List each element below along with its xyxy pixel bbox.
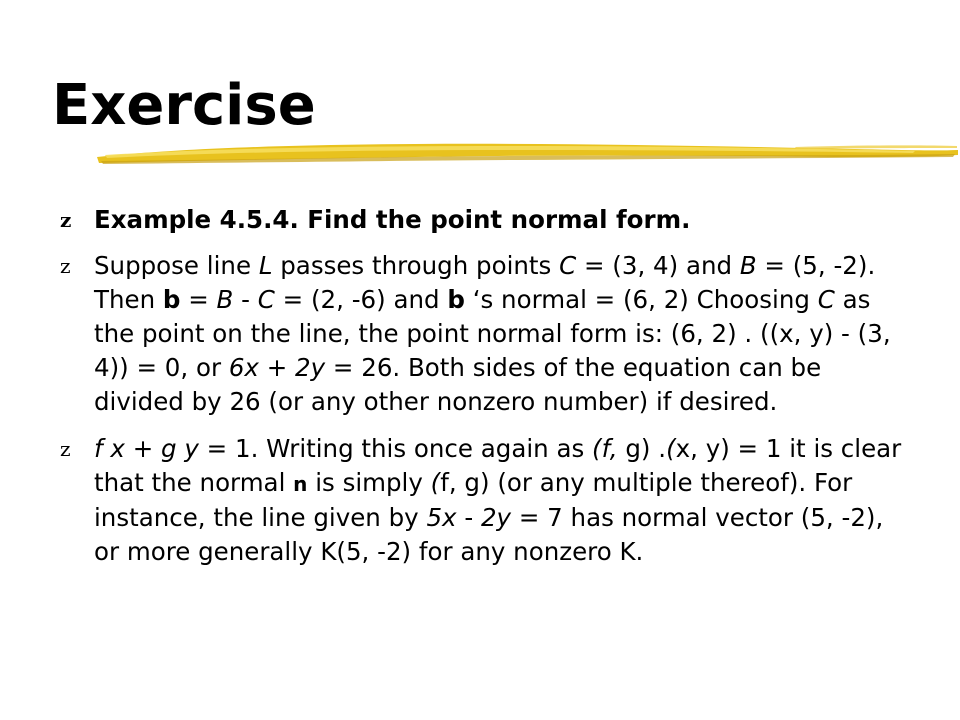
- text-run: 2y: [480, 503, 512, 532]
- bullet-example-heading: [60, 203, 910, 237]
- text-run: = 1. Writing this once again as: [198, 434, 593, 463]
- bullet-general-form: [60, 432, 910, 569]
- text-run: (f,: [592, 434, 618, 463]
- text-run: = 26. Both sides of the equation can be divided by 26 (or any other nonzero number) if desired.: [94, 353, 822, 416]
- text-run: +: [258, 353, 296, 382]
- text-run: f x: [94, 434, 125, 463]
- text-run: C: [559, 251, 577, 280]
- text-run: b: [447, 285, 465, 314]
- text-run: f, g) (or any multiple thereof). For instance, the line given by: [94, 468, 853, 532]
- text-run: b: [162, 285, 181, 314]
- text-run: -: [456, 503, 481, 532]
- text-run: +: [124, 434, 162, 463]
- bullet-marker: z: [60, 208, 72, 232]
- bullet-list: [60, 203, 910, 582]
- text-run: B: [216, 285, 234, 314]
- text-run: g) .: [617, 434, 667, 463]
- slide-title: Exercise: [52, 73, 316, 138]
- text-run: as the point on the line, the point normal form is: (6, 2) . ((x, y) - (3, 4)) = 0, or: [94, 285, 891, 382]
- text-run: 6x: [228, 353, 259, 382]
- text-run: = (3, 4) and: [576, 251, 740, 280]
- text-run: B: [739, 251, 757, 280]
- text-run: 2y: [295, 353, 326, 382]
- text-run: is simply: [307, 468, 431, 497]
- text-run: -: [233, 285, 258, 314]
- title-underline-brush: [95, 133, 960, 175]
- text-run: Example 4.5.4. Find the point normal form.: [94, 205, 691, 234]
- text-run: C: [817, 285, 835, 314]
- text-run: n: [293, 472, 308, 496]
- bullet-text: [94, 249, 910, 419]
- text-run: x, y) = 1 it is clear that the normal: [94, 434, 902, 497]
- bullet-marker: z: [60, 254, 71, 278]
- text-run: (: [430, 468, 441, 497]
- text-run: (: [666, 434, 676, 463]
- text-run: ‘s normal = (6, 2) Choosing: [464, 285, 818, 314]
- text-run: = (5, -2). Then: [94, 251, 876, 314]
- text-run: g y: [161, 434, 199, 463]
- text-run: passes through points: [272, 251, 560, 280]
- text-run: C: [257, 285, 275, 314]
- text-run: = (2, -6) and: [274, 285, 448, 314]
- text-run: Suppose line: [94, 251, 259, 280]
- bullet-marker: z: [60, 437, 71, 461]
- text-run: =: [180, 285, 217, 314]
- text-run: = 7 has normal vector (5, -2), or more generally K(5, -2) for any nonzero K.: [94, 503, 884, 566]
- text-run: L: [258, 251, 273, 280]
- bullet-text: [94, 203, 910, 237]
- bullet-solution: [60, 249, 910, 419]
- bullet-text: [94, 432, 910, 569]
- text-run: 5x: [426, 503, 457, 532]
- brush-stroke-tail: [795, 145, 957, 149]
